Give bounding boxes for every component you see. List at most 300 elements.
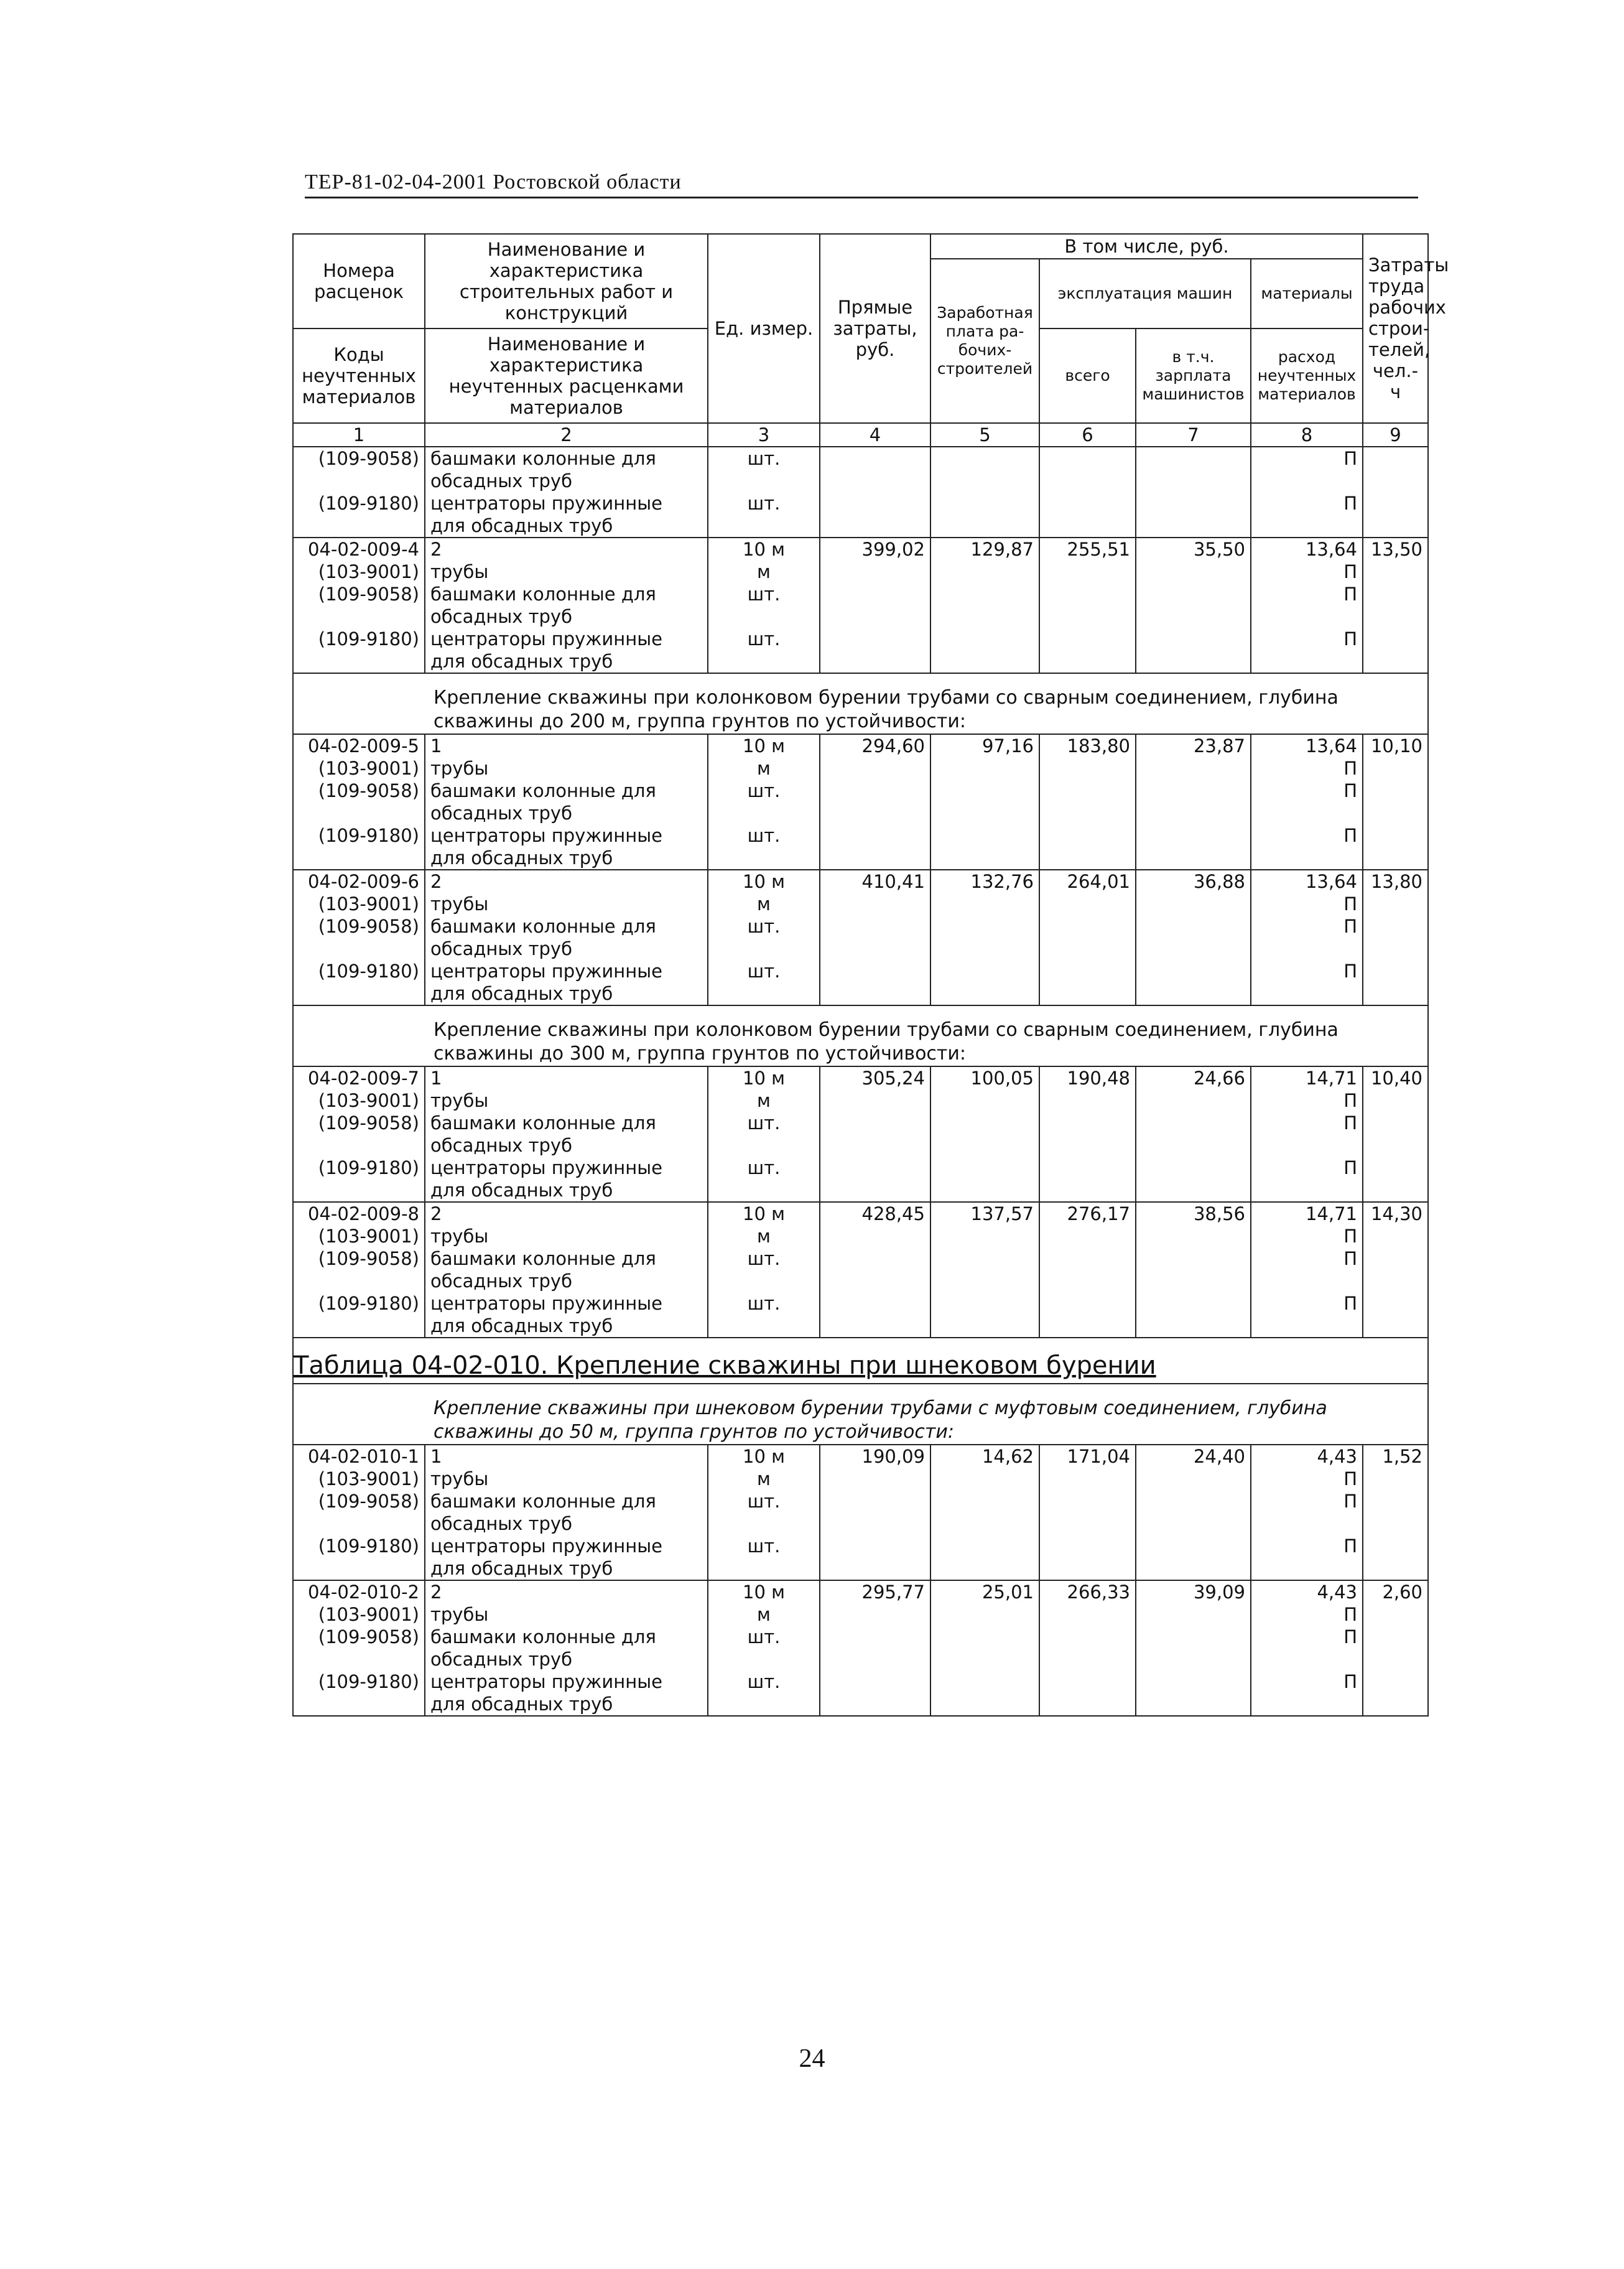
wages-cell: 97,16 xyxy=(930,734,1039,757)
direct-costs-cell xyxy=(820,1626,930,1670)
labor-cell: 2,60 xyxy=(1363,1580,1428,1603)
item-name-cell: центраторы пружинные для обсадных труб xyxy=(425,1535,708,1580)
rate-code-cell: 04-02-009-4 xyxy=(293,538,425,561)
machines-total-cell: 255,51 xyxy=(1039,538,1136,561)
table-row xyxy=(293,1445,1428,1468)
materials-cell: П xyxy=(1251,960,1363,1005)
machines-wages-cell xyxy=(1136,1292,1251,1338)
item-name-cell: 2 xyxy=(425,870,708,893)
labor-cell xyxy=(1363,915,1428,960)
table-row xyxy=(293,1247,1428,1292)
wages-cell xyxy=(930,824,1039,870)
labor-cell xyxy=(1363,1112,1428,1157)
item-name-cell: трубы xyxy=(425,757,708,780)
materials-cell: П xyxy=(1251,492,1363,538)
materials-cell: П xyxy=(1251,1292,1363,1338)
rate-code-cell: 04-02-009-8 xyxy=(293,1202,425,1225)
table-row xyxy=(293,1670,1428,1716)
machines-wages-cell xyxy=(1136,757,1251,780)
wages-cell: 132,76 xyxy=(930,870,1039,893)
wages-cell xyxy=(930,1490,1039,1535)
table-row xyxy=(293,1202,1428,1225)
direct-costs-cell xyxy=(820,1468,930,1490)
rate-code-cell: (109-9058) xyxy=(293,1626,425,1670)
machines-wages-cell xyxy=(1136,628,1251,673)
labor-cell xyxy=(1363,447,1428,492)
rate-code-cell: (103-9001) xyxy=(293,561,425,583)
labor-cell xyxy=(1363,780,1428,824)
table-row xyxy=(293,960,1428,1005)
item-name-cell: трубы xyxy=(425,1089,708,1112)
direct-costs-cell xyxy=(820,1603,930,1626)
rate-code-cell: 04-02-010-1 xyxy=(293,1445,425,1468)
table-row xyxy=(293,824,1428,870)
machines-total-cell xyxy=(1039,1292,1136,1338)
direct-costs-cell xyxy=(820,1490,930,1535)
item-name-cell: башмаки колонные для обсадных труб xyxy=(425,1490,708,1535)
unit-cell: м xyxy=(708,1089,820,1112)
direct-costs-cell xyxy=(820,1089,930,1112)
item-name-cell: 2 xyxy=(425,1580,708,1603)
unit-cell: шт. xyxy=(708,780,820,824)
materials-cell: 4,43 xyxy=(1251,1445,1363,1468)
item-name-cell: башмаки колонные для обсадных труб xyxy=(425,1112,708,1157)
machines-wages-cell xyxy=(1136,561,1251,583)
rate-code-cell: (103-9001) xyxy=(293,1089,425,1112)
unit-cell: м xyxy=(708,1603,820,1626)
unit-cell: шт. xyxy=(708,1112,820,1157)
direct-costs-cell xyxy=(820,960,930,1005)
item-name-cell: центраторы пружинные для обсадных труб xyxy=(425,1157,708,1202)
item-name-cell: центраторы пружинные для обсадных труб xyxy=(425,1292,708,1338)
rate-code-cell: (109-9180) xyxy=(293,1157,425,1202)
column-number: 7 xyxy=(1136,423,1251,447)
rate-code-cell: (109-9058) xyxy=(293,447,425,492)
item-name-cell: 2 xyxy=(425,538,708,561)
labor-cell: 13,80 xyxy=(1363,870,1428,893)
machines-wages-cell xyxy=(1136,583,1251,628)
machines-wages-cell xyxy=(1136,780,1251,824)
item-name-cell: трубы xyxy=(425,893,708,915)
unit-cell: шт. xyxy=(708,960,820,1005)
materials-cell: П xyxy=(1251,1247,1363,1292)
materials-cell: П xyxy=(1251,1225,1363,1247)
machines-total-cell xyxy=(1039,893,1136,915)
labor-cell xyxy=(1363,1089,1428,1112)
header-materials-use: расход неучтенных материалов xyxy=(1251,328,1363,423)
materials-cell: П xyxy=(1251,561,1363,583)
materials-cell: П xyxy=(1251,447,1363,492)
labor-cell xyxy=(1363,583,1428,628)
item-name-cell: центраторы пружинные для обсадных труб xyxy=(425,492,708,538)
machines-total-cell: 171,04 xyxy=(1039,1445,1136,1468)
unit-cell: 10 м xyxy=(708,538,820,561)
section-subtitle-row xyxy=(293,673,1428,734)
section-subtitle: Крепление скважины при колонковом бурении трубами со сварным соединением, глубина скважины до 200 м, группа грунтов по устойчивости: xyxy=(293,673,1428,734)
machines-total-cell: 264,01 xyxy=(1039,870,1136,893)
materials-cell: 13,64 xyxy=(1251,734,1363,757)
header-row-1 xyxy=(293,234,1428,259)
labor-cell xyxy=(1363,1157,1428,1202)
wages-cell: 14,62 xyxy=(930,1445,1039,1468)
page-number: 24 xyxy=(799,2044,825,2073)
wages-cell xyxy=(930,1225,1039,1247)
machines-wages-cell: 23,87 xyxy=(1136,734,1251,757)
labor-cell: 10,40 xyxy=(1363,1066,1428,1089)
machines-wages-cell xyxy=(1136,492,1251,538)
column-number: 1 xyxy=(293,423,425,447)
unit-cell: м xyxy=(708,893,820,915)
wages-cell xyxy=(930,893,1039,915)
table-row xyxy=(293,1626,1428,1670)
materials-cell: П xyxy=(1251,893,1363,915)
rate-code-cell: (103-9001) xyxy=(293,1603,425,1626)
materials-cell: П xyxy=(1251,1157,1363,1202)
item-name-cell: центраторы пружинные для обсадных труб xyxy=(425,628,708,673)
unit-cell: шт. xyxy=(708,1157,820,1202)
page-header-title: ТЕР-81-02-04-2001 Ростовской области xyxy=(305,170,1418,198)
materials-cell: П xyxy=(1251,1535,1363,1580)
machines-total-cell xyxy=(1039,628,1136,673)
materials-cell: 13,64 xyxy=(1251,538,1363,561)
rate-code-cell: (109-9058) xyxy=(293,583,425,628)
wages-cell xyxy=(930,1670,1039,1716)
item-name-cell: центраторы пружинные для обсадных труб xyxy=(425,960,708,1005)
unit-cell: шт. xyxy=(708,628,820,673)
direct-costs-cell xyxy=(820,583,930,628)
unit-cell: шт. xyxy=(708,915,820,960)
rate-code-cell: (109-9058) xyxy=(293,780,425,824)
direct-costs-cell: 428,45 xyxy=(820,1202,930,1225)
item-name-cell: трубы xyxy=(425,561,708,583)
unit-cell: шт. xyxy=(708,492,820,538)
wages-cell: 25,01 xyxy=(930,1580,1039,1603)
header-name-works: Наименование и характеристика строительных работ и конструкций xyxy=(425,234,708,328)
unit-cell: шт. xyxy=(708,1670,820,1716)
column-number: 2 xyxy=(425,423,708,447)
unit-cell: 10 м xyxy=(708,870,820,893)
section-subtitle: Крепление скважины при колонковом бурении трубами со сварным соединением, глубина скважины до 300 м, группа грунтов по устойчивости: xyxy=(293,1005,1428,1066)
unit-cell: м xyxy=(708,1468,820,1490)
header-machines-total: всего xyxy=(1039,328,1136,423)
unit-cell: шт. xyxy=(708,447,820,492)
rate-code-cell: (109-9180) xyxy=(293,1535,425,1580)
labor-cell xyxy=(1363,1468,1428,1490)
machines-total-cell xyxy=(1039,1535,1136,1580)
direct-costs-cell xyxy=(820,1670,930,1716)
labor-cell xyxy=(1363,824,1428,870)
materials-cell: П xyxy=(1251,780,1363,824)
wages-cell xyxy=(930,757,1039,780)
rate-code-cell: (109-9180) xyxy=(293,628,425,673)
direct-costs-cell: 190,09 xyxy=(820,1445,930,1468)
wages-cell xyxy=(930,1292,1039,1338)
table-row xyxy=(293,1580,1428,1603)
item-name-cell: башмаки колонные для обсадных труб xyxy=(425,780,708,824)
item-name-cell: башмаки колонные для обсадных труб xyxy=(425,1247,708,1292)
labor-cell xyxy=(1363,960,1428,1005)
unit-cell: шт. xyxy=(708,1535,820,1580)
labor-cell xyxy=(1363,1490,1428,1535)
rates-table-body xyxy=(292,233,1449,1717)
materials-cell: П xyxy=(1251,1670,1363,1716)
direct-costs-cell xyxy=(820,893,930,915)
wages-cell xyxy=(930,1603,1039,1626)
materials-cell: П xyxy=(1251,583,1363,628)
labor-cell: 10,10 xyxy=(1363,734,1428,757)
machines-total-cell xyxy=(1039,824,1136,870)
materials-cell: 4,43 xyxy=(1251,1580,1363,1603)
labor-cell xyxy=(1363,1626,1428,1670)
machines-wages-cell xyxy=(1136,1112,1251,1157)
wages-cell xyxy=(930,1089,1039,1112)
machines-wages-cell xyxy=(1136,1490,1251,1535)
table-row xyxy=(293,1490,1428,1535)
machines-total-cell xyxy=(1039,1603,1136,1626)
unit-cell: 10 м xyxy=(708,1202,820,1225)
wages-cell xyxy=(930,960,1039,1005)
table-row xyxy=(293,628,1428,673)
direct-costs-cell xyxy=(820,915,930,960)
machines-total-cell xyxy=(1039,780,1136,824)
header-codes: Коды неучтенных материалов xyxy=(293,328,425,423)
machines-wages-cell xyxy=(1136,915,1251,960)
header-materials: материалы xyxy=(1251,259,1363,328)
direct-costs-cell xyxy=(820,1225,930,1247)
table-row xyxy=(293,492,1428,538)
item-name-cell: трубы xyxy=(425,1603,708,1626)
column-number: 3 xyxy=(708,423,820,447)
machines-wages-cell: 36,88 xyxy=(1136,870,1251,893)
machines-wages-cell: 24,66 xyxy=(1136,1066,1251,1089)
item-name-cell: башмаки колонные для обсадных труб xyxy=(425,1626,708,1670)
wages-cell xyxy=(930,628,1039,673)
table-row xyxy=(293,1066,1428,1089)
wages-cell xyxy=(930,1157,1039,1202)
header-labor: Затраты труда рабочих строи-телей, чел.-ч xyxy=(1363,234,1428,423)
wages-cell xyxy=(930,447,1039,492)
machines-total-cell xyxy=(1039,915,1136,960)
header-name-materials: Наименование и характеристика неучтенных расценками материалов xyxy=(425,328,708,423)
labor-cell xyxy=(1363,561,1428,583)
unit-cell: шт. xyxy=(708,1626,820,1670)
materials-cell: 14,71 xyxy=(1251,1202,1363,1225)
unit-cell: шт. xyxy=(708,583,820,628)
table-row xyxy=(293,1468,1428,1490)
table-row xyxy=(293,915,1428,960)
labor-cell xyxy=(1363,1292,1428,1338)
wages-cell xyxy=(930,583,1039,628)
table-row xyxy=(293,1157,1428,1202)
direct-costs-cell xyxy=(820,447,930,492)
rate-code-cell: 04-02-010-2 xyxy=(293,1580,425,1603)
materials-cell: 14,71 xyxy=(1251,1066,1363,1089)
section-subtitle: Крепление скважины при шнековом бурении трубами с муфтовым соединением, глубина скважины до 50 м, группа грунтов по устойчивости: xyxy=(293,1384,1428,1445)
table-row xyxy=(293,1225,1428,1247)
unit-cell: шт. xyxy=(708,824,820,870)
machines-total-cell xyxy=(1039,447,1136,492)
wages-cell xyxy=(930,1247,1039,1292)
labor-cell: 1,52 xyxy=(1363,1445,1428,1468)
machines-wages-cell xyxy=(1136,1225,1251,1247)
rate-code-cell: (109-9180) xyxy=(293,960,425,1005)
materials-cell: 13,64 xyxy=(1251,870,1363,893)
item-name-cell: 2 xyxy=(425,1202,708,1225)
table-row xyxy=(293,1112,1428,1157)
rate-code-cell: (109-9180) xyxy=(293,1292,425,1338)
direct-costs-cell: 399,02 xyxy=(820,538,930,561)
machines-total-cell xyxy=(1039,561,1136,583)
rate-code-cell: (103-9001) xyxy=(293,1225,425,1247)
header-wages: Заработная плата ра-бочих-строителей xyxy=(930,259,1039,423)
machines-wages-cell xyxy=(1136,1468,1251,1490)
unit-cell: 10 м xyxy=(708,734,820,757)
materials-cell: П xyxy=(1251,824,1363,870)
rate-code-cell: (103-9001) xyxy=(293,893,425,915)
column-numbers-row xyxy=(293,423,1428,447)
header-machines-wages: в т.ч. зарплата машинистов xyxy=(1136,328,1251,423)
machines-total-cell xyxy=(1039,583,1136,628)
labor-cell xyxy=(1363,1670,1428,1716)
table-row xyxy=(293,734,1428,757)
machines-wages-cell xyxy=(1136,960,1251,1005)
unit-cell: 10 м xyxy=(708,1580,820,1603)
direct-costs-cell xyxy=(820,492,930,538)
machines-wages-cell xyxy=(1136,1535,1251,1580)
wages-cell xyxy=(930,561,1039,583)
direct-costs-cell: 305,24 xyxy=(820,1066,930,1089)
direct-costs-cell xyxy=(820,561,930,583)
section-subtitle-row xyxy=(293,1005,1428,1066)
rate-code-cell: (109-9180) xyxy=(293,492,425,538)
header-unit: Ед. измер. xyxy=(708,234,820,423)
machines-wages-cell: 24,40 xyxy=(1136,1445,1251,1468)
rate-code-cell: 04-02-009-7 xyxy=(293,1066,425,1089)
direct-costs-cell xyxy=(820,628,930,673)
machines-total-cell xyxy=(1039,1670,1136,1716)
labor-cell: 14,30 xyxy=(1363,1202,1428,1225)
materials-cell: П xyxy=(1251,1490,1363,1535)
machines-wages-cell xyxy=(1136,1247,1251,1292)
item-name-cell: башмаки колонные для обсадных труб xyxy=(425,915,708,960)
machines-total-cell xyxy=(1039,1225,1136,1247)
machines-wages-cell xyxy=(1136,1626,1251,1670)
machines-total-cell: 276,17 xyxy=(1039,1202,1136,1225)
machines-wages-cell: 35,50 xyxy=(1136,538,1251,561)
direct-costs-cell: 295,77 xyxy=(820,1580,930,1603)
table-row xyxy=(293,447,1428,492)
unit-cell: м xyxy=(708,757,820,780)
item-name-cell: 1 xyxy=(425,1066,708,1089)
labor-cell xyxy=(1363,1603,1428,1626)
materials-cell: П xyxy=(1251,1603,1363,1626)
table-body xyxy=(293,234,1449,1716)
wages-cell: 129,87 xyxy=(930,538,1039,561)
machines-wages-cell xyxy=(1136,447,1251,492)
item-name-cell: центраторы пружинные для обсадных труб xyxy=(425,1670,708,1716)
item-name-cell: трубы xyxy=(425,1225,708,1247)
section-subtitle-row xyxy=(293,1384,1428,1445)
item-name-cell: центраторы пружинные для обсадных труб xyxy=(425,824,708,870)
table-title: Таблица 04-02-010. Крепление скважины при шнековом бурении xyxy=(294,1351,1156,1380)
table-title-row xyxy=(293,1338,1428,1384)
machines-wages-cell xyxy=(1136,1603,1251,1626)
item-name-cell: башмаки колонные для обсадных труб xyxy=(425,447,708,492)
wages-cell xyxy=(930,1112,1039,1157)
table-row xyxy=(293,780,1428,824)
wages-cell xyxy=(930,492,1039,538)
labor-cell xyxy=(1363,492,1428,538)
materials-cell: П xyxy=(1251,1089,1363,1112)
labor-cell xyxy=(1363,1535,1428,1580)
machines-total-cell: 266,33 xyxy=(1039,1580,1136,1603)
table-row xyxy=(293,757,1428,780)
item-name-cell: 1 xyxy=(425,1445,708,1468)
table-row xyxy=(293,1535,1428,1580)
labor-cell xyxy=(1363,628,1428,673)
table-row xyxy=(293,583,1428,628)
direct-costs-cell xyxy=(820,780,930,824)
unit-cell: шт. xyxy=(708,1247,820,1292)
wages-cell xyxy=(930,1535,1039,1580)
direct-costs-cell xyxy=(820,1157,930,1202)
labor-cell: 13,50 xyxy=(1363,538,1428,561)
direct-costs-cell xyxy=(820,1535,930,1580)
unit-cell: шт. xyxy=(708,1490,820,1535)
table-row xyxy=(293,1292,1428,1338)
header-machines: эксплуатация машин xyxy=(1039,259,1251,328)
machines-total-cell: 183,80 xyxy=(1039,734,1136,757)
direct-costs-cell xyxy=(820,1292,930,1338)
machines-wages-cell xyxy=(1136,1089,1251,1112)
machines-wages-cell xyxy=(1136,824,1251,870)
wages-cell xyxy=(930,1468,1039,1490)
machines-wages-cell: 38,56 xyxy=(1136,1202,1251,1225)
table-row xyxy=(293,1089,1428,1112)
rate-code-cell: (109-9058) xyxy=(293,1112,425,1157)
header-rate-numbers: Номера расценок xyxy=(293,234,425,328)
materials-cell: П xyxy=(1251,1626,1363,1670)
table-row xyxy=(293,561,1428,583)
machines-total-cell: 190,48 xyxy=(1039,1066,1136,1089)
column-number: 4 xyxy=(820,423,930,447)
wages-cell xyxy=(930,780,1039,824)
labor-cell xyxy=(1363,1225,1428,1247)
unit-cell: 10 м xyxy=(708,1066,820,1089)
direct-costs-cell xyxy=(820,757,930,780)
column-number: 8 xyxy=(1251,423,1363,447)
table-row xyxy=(293,870,1428,893)
machines-total-cell xyxy=(1039,1490,1136,1535)
item-name-cell: башмаки колонные для обсадных труб xyxy=(425,583,708,628)
unit-cell: м xyxy=(708,561,820,583)
rate-code-cell: 04-02-009-6 xyxy=(293,870,425,893)
wages-cell xyxy=(930,915,1039,960)
materials-cell: П xyxy=(1251,1468,1363,1490)
machines-total-cell xyxy=(1039,1089,1136,1112)
direct-costs-cell xyxy=(820,1112,930,1157)
machines-total-cell xyxy=(1039,960,1136,1005)
machines-wages-cell: 39,09 xyxy=(1136,1580,1251,1603)
rate-code-cell: (109-9180) xyxy=(293,824,425,870)
wages-cell: 137,57 xyxy=(930,1202,1039,1225)
unit-cell: шт. xyxy=(708,1292,820,1338)
machines-wages-cell xyxy=(1136,1670,1251,1716)
machines-wages-cell xyxy=(1136,1157,1251,1202)
machines-total-cell xyxy=(1039,1157,1136,1202)
rate-code-cell: (109-9058) xyxy=(293,1490,425,1535)
rate-code-cell: (109-9180) xyxy=(293,1670,425,1716)
